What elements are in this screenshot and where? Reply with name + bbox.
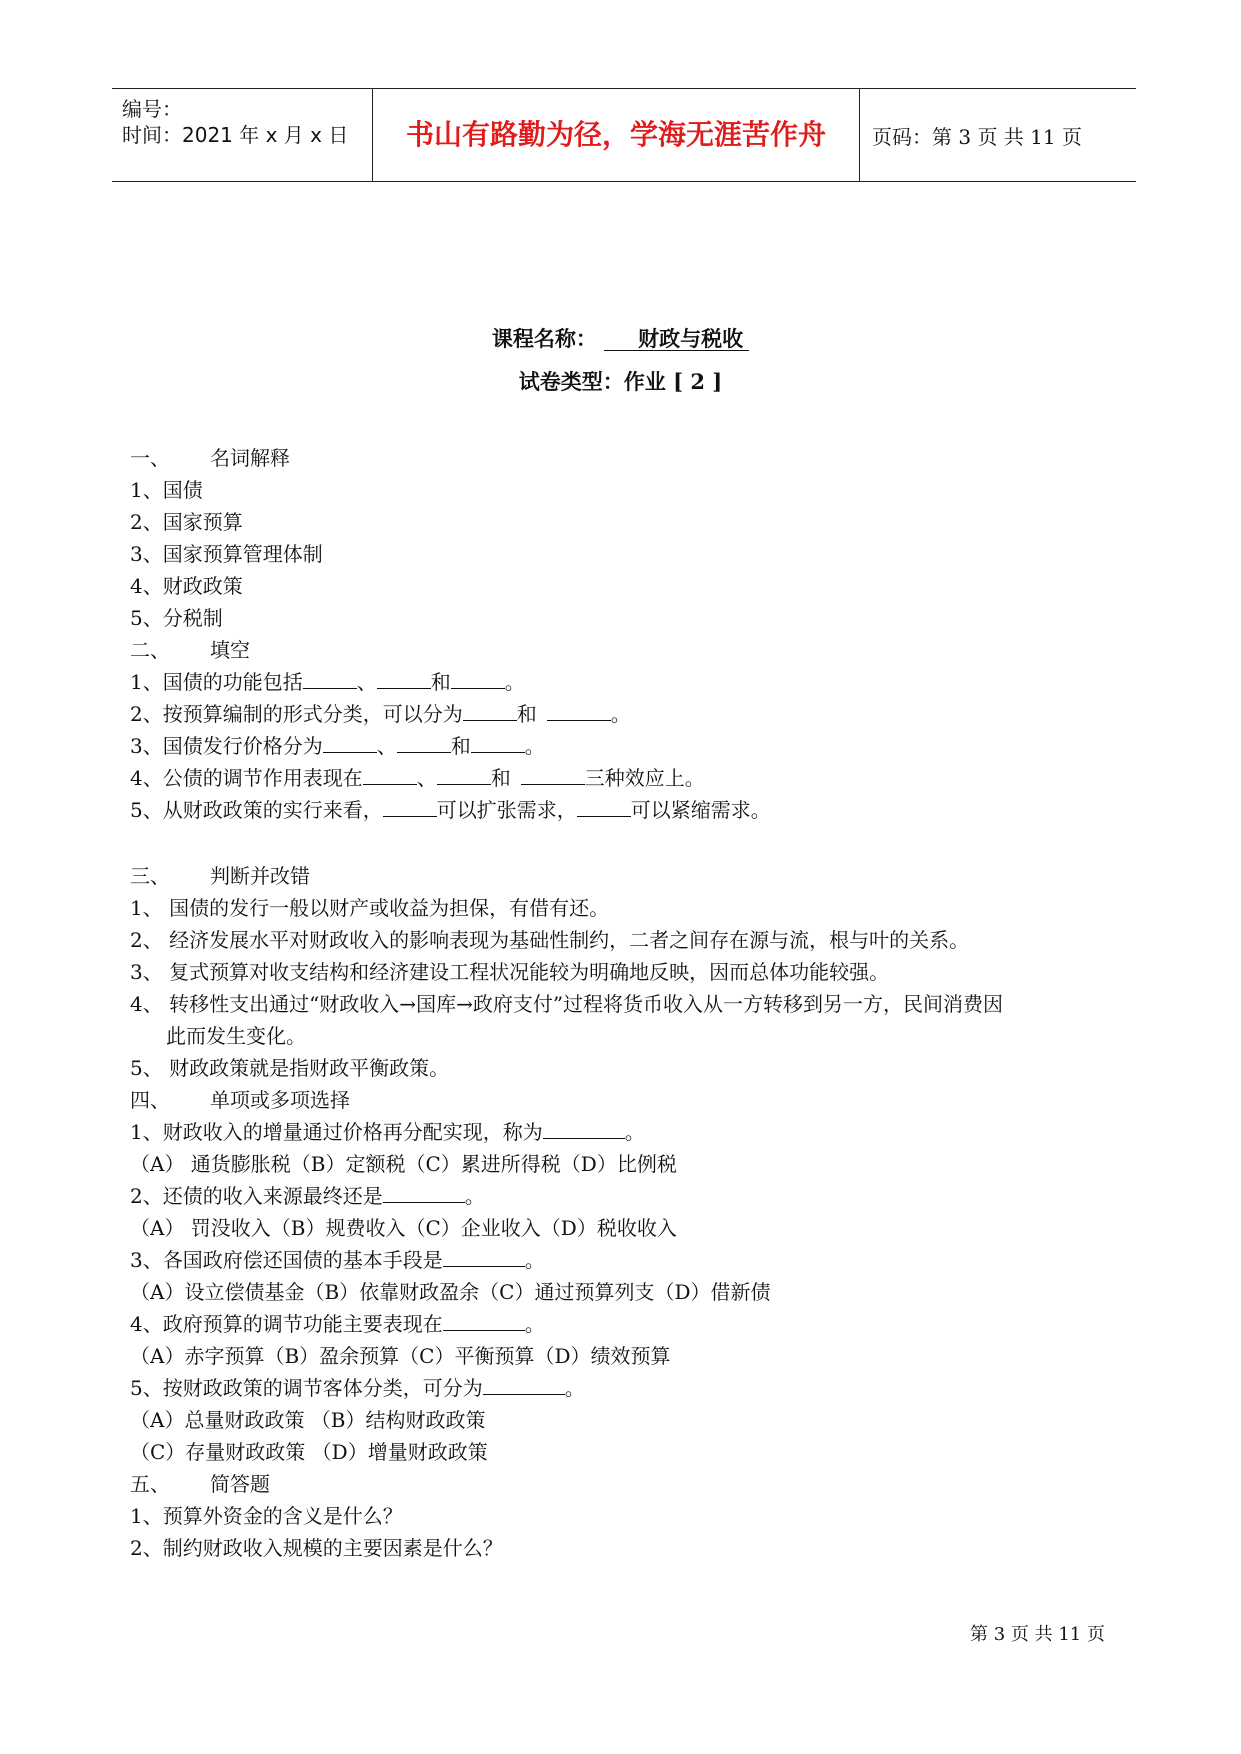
list-item: 2、制约财政收入规模的主要因素是什么？ [130, 1536, 503, 1560]
page-suffix: 页 [1061, 125, 1082, 149]
section-2-heading: 二、 填空 [130, 638, 250, 662]
choice-options-3: （A）设立偿债基金（B）依靠财政盈余（C）通过预算列支（D）借新债 [130, 1280, 771, 1304]
list-item: 1、 国债的发行一般以财产或收益为担保，有借有还。 [130, 896, 610, 920]
answer-blank[interactable] [547, 702, 611, 721]
choice-options-4: （A）赤字预算（B）盈余预算（C）平衡预算（D）绩效预算 [130, 1344, 671, 1368]
course-name-label: 课程名称： [491, 326, 597, 351]
answer-blank[interactable] [483, 1376, 565, 1395]
answer-blank[interactable] [383, 1184, 465, 1203]
list-item: 4、 转移性支出通过“财政收入→国库→政府支付”过程将货币收入从一方转移到另一方，民间消费因 [130, 992, 1004, 1016]
answer-blank[interactable] [463, 702, 517, 721]
answer-blank[interactable] [521, 766, 585, 785]
section-1-heading: 一、 名词解释 [130, 446, 290, 470]
document-number-label: 编号： [122, 97, 182, 121]
fill-question-2: 2、按预算编制的形式分类，可以分为 和 。 [130, 702, 631, 726]
choice-options-5a: （A）总量财政政策 （B）结构财政政策 [130, 1408, 486, 1432]
answer-blank[interactable] [323, 734, 377, 753]
answer-blank[interactable] [543, 1120, 625, 1139]
motto-text: 书山有路勤为径，学海无涯苦作舟 [405, 118, 826, 151]
paper-type: 试卷类型：作业 [ 2 ] [518, 369, 723, 394]
header-motto-cell [372, 89, 860, 181]
answer-blank[interactable] [303, 670, 357, 689]
list-item: 3、 复式预算对收支结构和经济建设工程状况能较为明确地反映，因而总体功能较强。 [130, 960, 890, 984]
answer-blank[interactable] [383, 798, 437, 817]
choice-question-5: 5、按财政政策的调节客体分类，可分为 。 [130, 1376, 585, 1400]
list-item: 1、预算外资金的含义是什么？ [130, 1504, 403, 1528]
choice-question-4: 4、政府预算的调节功能主要表现在 。 [130, 1312, 545, 1336]
list-item: 5、 财政政策就是指财政平衡政策。 [130, 1056, 450, 1080]
list-item: 2、国家预算 [130, 510, 243, 534]
fill-question-1: 1、国债的功能包括 、 和 。 [130, 670, 525, 694]
choice-options-1: （A） 通货膨胀税（B）定额税（C）累进所得税（D）比例税 [130, 1152, 677, 1176]
page-footer: 第 3 页 共 11 页 [970, 1624, 1105, 1645]
answer-blank[interactable] [437, 766, 491, 785]
document-time: 时间：2021 年 x 月 x 日 [122, 123, 349, 147]
answer-blank[interactable] [471, 734, 525, 753]
fill-question-3: 3、国债发行价格分为 、 和 。 [130, 734, 545, 758]
fill-question-5: 5、从财政政策的实行来看， 可以扩张需求， 可以紧缩需求。 [130, 798, 771, 822]
answer-blank[interactable] [443, 1248, 525, 1267]
choice-question-2: 2、还债的收入来源最终还是 。 [130, 1184, 485, 1208]
section-4-heading: 四、 单项或多项选择 [130, 1088, 350, 1112]
choice-options-2: （A） 罚没收入（B）规费收入（C）企业收入（D）税收收入 [130, 1216, 677, 1240]
answer-blank[interactable] [577, 798, 631, 817]
list-item: 1、国债 [130, 478, 203, 502]
page-header [112, 88, 1136, 182]
header-left-cell [112, 89, 372, 181]
section-5-heading: 五、 简答题 [130, 1472, 270, 1496]
list-item-continuation: 此而发生变化。 [166, 1024, 306, 1048]
course-name-value: 财政与税收 [604, 328, 749, 351]
list-item: 3、国家预算管理体制 [130, 542, 323, 566]
choice-options-5b: （C）存量财政政策 （D）增量财政政策 [130, 1440, 488, 1464]
list-item: 5、分税制 [130, 606, 223, 630]
page-total: 11 [1030, 125, 1056, 149]
choice-question-3: 3、各国政府偿还国债的基本手段是 。 [130, 1248, 545, 1272]
header-page-number [872, 121, 1082, 150]
answer-blank[interactable] [363, 766, 417, 785]
section-3-heading: 三、 判断并改错 [130, 864, 310, 888]
list-item: 2、 经济发展水平对财政收入的影响表现为基础性制约，二者之间存在源与流，根与叶的关系。 [130, 928, 970, 952]
answer-blank[interactable] [451, 670, 505, 689]
choice-question-1: 1、财政收入的增量通过价格再分配实现，称为 。 [130, 1120, 645, 1144]
page-prefix: 页码：第 [872, 125, 952, 149]
page-current: 3 [958, 125, 972, 149]
page-mid: 页 共 [977, 125, 1024, 149]
answer-blank[interactable] [377, 670, 431, 689]
list-item: 4、财政政策 [130, 574, 243, 598]
header-page-cell [860, 89, 1136, 181]
answer-blank[interactable] [443, 1312, 525, 1331]
answer-blank[interactable] [397, 734, 451, 753]
course-name-line [0, 323, 1241, 353]
fill-question-4: 4、公债的调节作用表现在 、 和 三种效应上。 [130, 766, 705, 790]
